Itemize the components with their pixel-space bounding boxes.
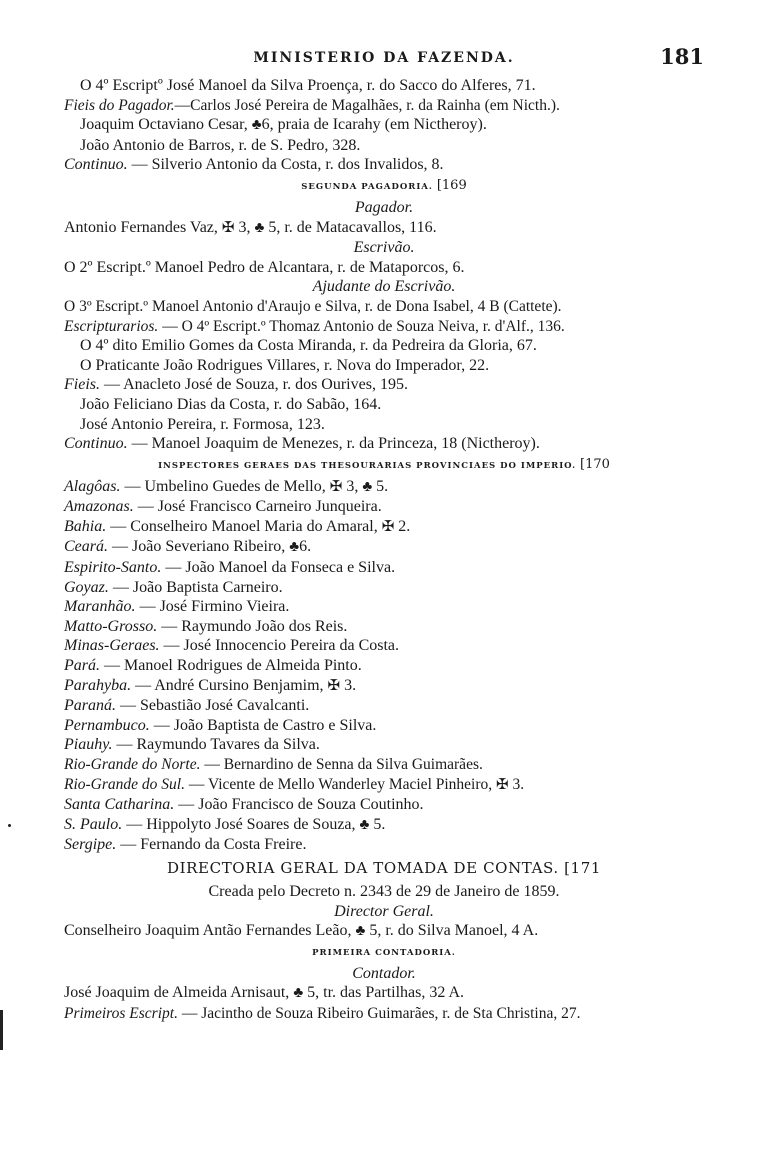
province-line: Matto-Grosso. — Raymundo João dos Reis. bbox=[64, 617, 348, 635]
province-label: Minas-Geraes. bbox=[64, 637, 160, 655]
role-label: Fieis. bbox=[64, 376, 100, 394]
entry-line: Primeiros Escript. — Jacintho de Souza Ribeiro Guimarães, r. de Sta Christina, 27. bbox=[64, 1004, 581, 1022]
entry-line: Fieis do Pagador.—Carlos José Pereira de Magalhães, r. da Rainha (em Nicth.). bbox=[64, 96, 560, 114]
rose-order-icon: ♣ bbox=[251, 117, 262, 134]
province-line: Piauhy. — Raymundo Tavares da Silva. bbox=[64, 736, 320, 754]
province-label: Alagôas. bbox=[64, 477, 121, 495]
province-label: Rio-Grande do Sul. bbox=[64, 775, 185, 793]
province-line: Pernambuco. — João Baptista de Castro e Silva. bbox=[64, 716, 377, 734]
rose-order-icon: ♣ bbox=[359, 816, 370, 833]
province-label: Maranhão. bbox=[64, 598, 136, 616]
entry-line: O Praticante João Rodrigues Villares, r. Nova do Imperador, 22. bbox=[80, 356, 490, 374]
running-title: MINISTERIO DA FAZENDA. bbox=[253, 50, 515, 66]
rose-order-icon: ♣ bbox=[362, 478, 373, 495]
cross-order-icon: ✠ bbox=[329, 478, 343, 495]
province-label: Ceará. bbox=[64, 538, 108, 556]
entry-line: Escripturarios. — O 4º Escript.º Thomaz Antonio de Souza Neiva, r. d'Alf., 136. bbox=[64, 317, 565, 335]
province-line: Paraná. — Sebastião José Cavalcanti. bbox=[64, 697, 310, 715]
rose-order-icon: ♣ bbox=[289, 539, 300, 556]
entry-line: O 2º Escript.º Manoel Pedro de Alcantara, r. de Mataporcos, 6. bbox=[64, 258, 465, 276]
entry-line: José Joaquim de Almeida Arnisaut, ♣ 5, tr. das Partilhas, 32 A. bbox=[64, 984, 465, 1002]
page bbox=[64, 42, 704, 1024]
province-line: Parahyba. — André Cursino Benjamim, ✠ 3. bbox=[64, 676, 357, 694]
province-line: Rio-Grande do Sul. — Vicente de Mello Wanderley Maciel Pinheiro, ✠ 3. bbox=[64, 775, 525, 793]
province-label: Goyaz. bbox=[64, 578, 109, 596]
role-label: Continuo. bbox=[64, 435, 128, 453]
section-heading: PRIMEIRA CONTADORIA. bbox=[312, 947, 456, 958]
entry-line: João Feliciano Dias da Costa, r. do Sabão, 164. bbox=[80, 395, 382, 413]
entry-line: José Antonio Pereira, r. Formosa, 123. bbox=[80, 415, 325, 433]
page-header bbox=[64, 42, 704, 76]
role-heading: Contador. bbox=[352, 964, 416, 982]
entry-line: O 4º Escriptº José Manoel da Silva Proença, r. do Sacco do Alferes, 71. bbox=[80, 77, 536, 94]
province-label: Espirito-Santo. bbox=[64, 559, 162, 577]
province-line: Minas-Geraes. — José Innocencio Pereira da Costa. bbox=[64, 637, 400, 655]
rose-order-icon: ♣ bbox=[254, 219, 265, 236]
province-label: Bahia. bbox=[64, 517, 107, 535]
role-label: Escripturarios. bbox=[64, 317, 159, 335]
province-label: Pará. bbox=[64, 657, 100, 675]
province-label: Parahyba. bbox=[64, 676, 132, 694]
role-heading: Director Geral. bbox=[334, 902, 434, 920]
section-heading: INSPECTORES GERAES DAS THESOURARIAS PROVINCIAES DO IMPERIO. [170 bbox=[158, 456, 610, 472]
margin-mark bbox=[0, 1010, 3, 1050]
entry-line: Conselheiro Joaquim Antão Fernandes Leão, ♣ 5, r. do Silva Manoel, 4 A. bbox=[64, 922, 539, 940]
rose-order-icon: ♣ bbox=[293, 985, 304, 1002]
entry-line: Antonio Fernandes Vaz, ✠ 3, ♣ 5, r. de Matacavallos, 116. bbox=[64, 218, 437, 236]
province-line: Goyaz. — João Baptista Carneiro. bbox=[64, 578, 283, 596]
province-label: Sergipe. bbox=[64, 836, 117, 854]
province-label: Piauhy. bbox=[64, 736, 113, 754]
role-heading: Pagador. bbox=[354, 198, 414, 216]
province-line: S. Paulo. — Hippolyto José Soares de Souza, ♣ 5. bbox=[64, 815, 386, 833]
entry-line: João Antonio de Barros, r. de S. Pedro, 328. bbox=[80, 136, 361, 154]
province-line: Sergipe. — Fernando da Costa Freire. bbox=[64, 836, 307, 854]
role-label: Continuo. bbox=[64, 156, 128, 174]
section-heading: SEGUNDA PAGADORIA. [169 bbox=[301, 177, 467, 193]
province-line: Rio-Grande do Norte. — Bernardino de Senna da Silva Guimarães. bbox=[64, 756, 483, 773]
entry-line: O 4º dito Emilio Gomes da Costa Miranda, r. da Pedreira da Gloria, 67. bbox=[80, 337, 537, 355]
province-line: Espirito-Santo. — João Manoel da Fonseca e Silva. bbox=[64, 559, 396, 577]
province-label: Amazonas. bbox=[64, 498, 134, 516]
province-label: Rio-Grande do Norte. bbox=[64, 756, 201, 773]
entry-line: Continuo. — Manoel Joaquim de Menezes, r. da Princeza, 18 (Nictheroy). bbox=[64, 435, 540, 453]
province-line: Bahia. — Conselheiro Manoel Maria do Amaral, ✠ 2. bbox=[64, 517, 411, 535]
province-line: Amazonas. — José Francisco Carneiro Junqueira. bbox=[64, 498, 382, 516]
province-label: S. Paulo. bbox=[64, 815, 123, 833]
cross-order-icon: ✠ bbox=[327, 677, 341, 694]
province-line: Maranhão. — José Firmino Vieira. bbox=[64, 598, 290, 616]
rose-order-icon: ♣ bbox=[355, 923, 366, 940]
cross-order-icon: ✠ bbox=[221, 219, 235, 236]
role-label: Fieis do Pagador. bbox=[64, 96, 175, 114]
province-label: Paraná. bbox=[64, 697, 116, 715]
page-number: 181 bbox=[660, 44, 704, 69]
province-label: Pernambuco. bbox=[64, 716, 150, 734]
entry-line: Continuo. — Silverio Antonio da Costa, r. dos Invalidos, 8. bbox=[64, 156, 444, 174]
role-heading: Escrivão. bbox=[353, 239, 415, 257]
cross-order-icon: ✠ bbox=[496, 776, 509, 793]
role-heading: Ajudante do Escrivão. bbox=[312, 278, 456, 296]
role-label: Primeiros Escript. bbox=[64, 1004, 178, 1022]
entry-line: Joaquim Octaviano Cesar, ♣6, praia de Icarahy (em Nictheroy). bbox=[80, 116, 487, 134]
province-line: Pará. — Manoel Rodrigues de Almeida Pinto. bbox=[64, 657, 362, 675]
entry-line: Fieis. — Anacleto José de Souza, r. dos Ourives, 195. bbox=[64, 376, 408, 394]
province-label: Santa Catharina. bbox=[64, 796, 175, 814]
margin-dot bbox=[8, 824, 11, 827]
province-line: Alagôas. — Umbelino Guedes de Mello, ✠ 3, ♣ 5. bbox=[64, 477, 389, 495]
department-heading: DIRECTORIA GERAL DA TOMADA DE CONTAS. [171 bbox=[167, 858, 601, 877]
entry-line: O 3º Escript.º Manoel Antonio d'Araujo e Silva, r. de Dona Isabel, 4 B (Cattete). bbox=[64, 297, 562, 315]
province-line: Ceará. — João Severiano Ribeiro, ♣6. bbox=[64, 538, 312, 556]
cross-order-icon: ✠ bbox=[381, 518, 395, 535]
decree-line: Creada pelo Decreto n. 2343 de 29 de Janeiro de 1859. bbox=[208, 882, 560, 900]
province-line: Santa Catharina. — João Francisco de Souza Coutinho. bbox=[64, 796, 424, 814]
province-label: Matto-Grosso. bbox=[64, 617, 158, 635]
